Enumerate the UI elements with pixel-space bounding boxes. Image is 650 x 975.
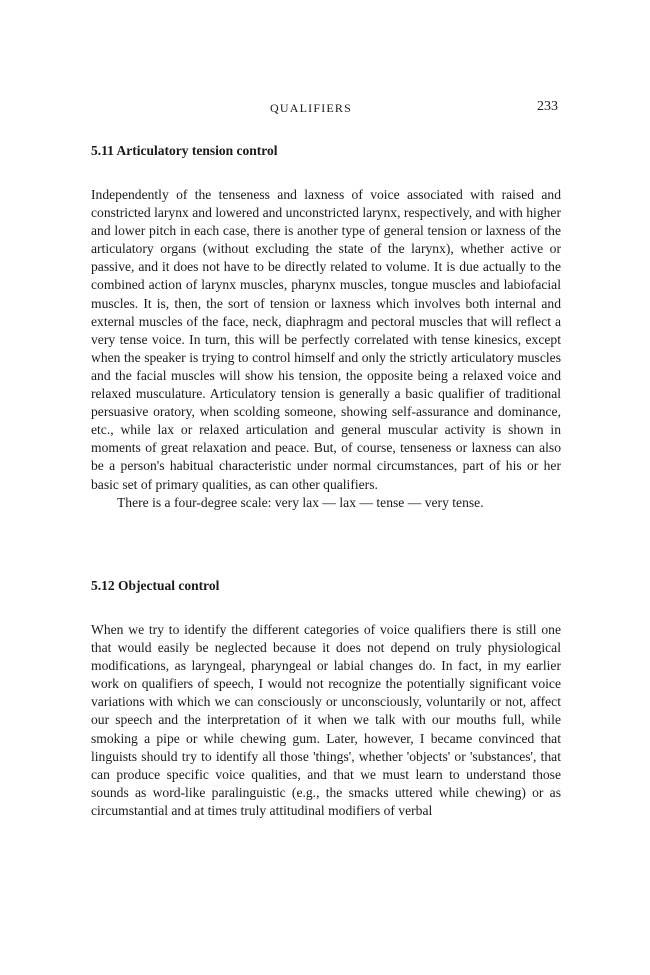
- paragraph: Independently of the tenseness and laxness of voice associated with raised and constricted larynx and lowered and unconstricted larynx, respectively, and with higher and lower pitch in each case, there is another type of general tension or laxness of the articulatory organs (without excluding the state of the larynx), whether active or passive, and it does not have to be directly related to volume. It is due actually to the combined action of larynx muscles, pharynx muscles, tongue muscles and labiofacial muscles. It is, then, the sort of tension or laxness which involves both internal and external muscles of the face, neck, diaphragm and pectoral muscles that will reflect a very tense voice. In turn, this will be perfectly correlated with tense kinesics, except when the speaker is trying to control himself and only the strictly articulatory muscles and the facial muscles will show his tension, the opposite being a relaxed voice and relaxed musculature. Articulatory tension is generally a basic qualifier of traditional persuasive oratory, when scolding someone, showing self-assurance and dominance, etc., while lax or relaxed articulation and general muscular activity is shown in moments of great relaxation and peace. But, of course, tenseness or laxness can also be a person's habitual characteristic under normal circumstances, part of his or her basic set of primary qualities, as can other qualifiers.: [91, 187, 561, 492]
- section-objectual-control: [91, 578, 561, 820]
- section-heading: 5.11 Articulatory tension control: [91, 143, 278, 158]
- section-heading: 5.12 Objectual control: [91, 578, 220, 593]
- page-number: 233: [537, 99, 558, 114]
- paragraph: There is a four-degree scale: very lax — lax — tense — very tense.: [117, 494, 484, 510]
- running-title: QUALIFIERS: [270, 101, 353, 115]
- paragraph: When we try to identify the different categories of voice qualifiers there is still one that would easily be neglected because it does not depend on truly physiological modifications, as laryngeal, pharyngeal or labial changes do. In fact, in my earlier work on qualifiers of speech, I would not recognize the potentially significant voice variations with which we can consciously or unconsciously, voluntarily or not, affect our speech and the interpretation of it when we talk with our mouths full, while smoking a pipe or while chewing gum. Later, however, I became convinced that linguists should try to identify all those 'things', whether 'objects' or 'substances', that can produce specific voice qualities, and that we must learn to understand those sounds as word-like paralinguistic (e.g., the smacks uttered while chewing) or as circumstantial and at times truly attitudinal modifiers of verbal: [91, 622, 561, 818]
- section-articulatory-tension: [91, 143, 561, 512]
